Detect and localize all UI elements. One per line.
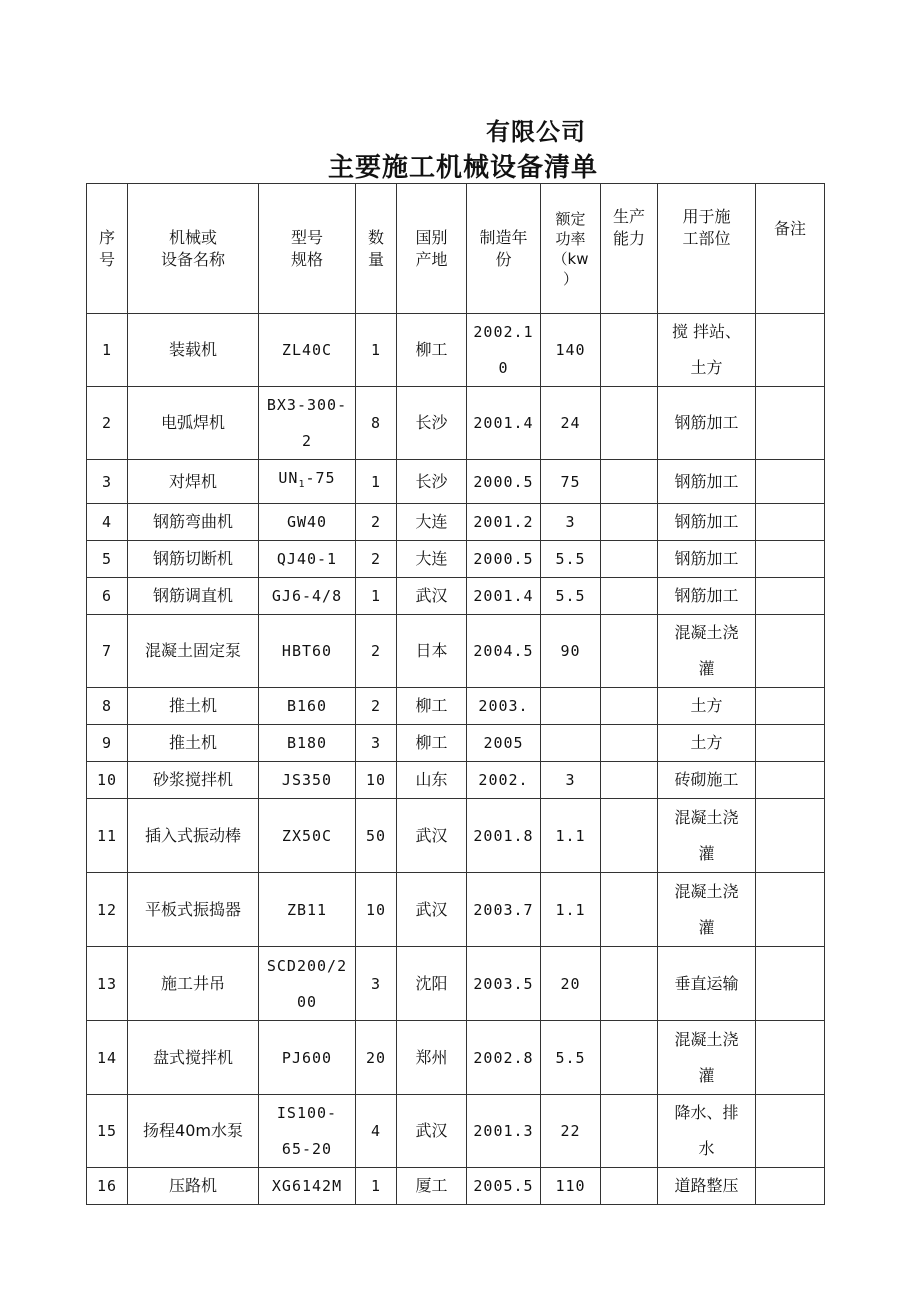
cell-note [756, 873, 825, 947]
cell-no: 6 [87, 578, 128, 615]
col-header-year: 制造年 份 [467, 184, 541, 314]
cell-note [756, 688, 825, 725]
cell-model: QJ40-1 [259, 541, 356, 578]
cell-capacity [601, 387, 658, 460]
cell-power: 5.5 [541, 578, 601, 615]
cell-power: 20 [541, 947, 601, 1021]
cell-usage: 钢筋加工 [658, 541, 756, 578]
cell-usage: 搅 拌站、 土方 [658, 314, 756, 387]
cell-usage: 钢筋加工 [658, 460, 756, 504]
cell-power: 75 [541, 460, 601, 504]
cell-qty: 2 [356, 688, 397, 725]
cell-usage: 砖砌施工 [658, 762, 756, 799]
cell-qty: 1 [356, 1168, 397, 1205]
cell-capacity [601, 799, 658, 873]
cell-name: 钢筋切断机 [128, 541, 259, 578]
table-row [87, 504, 825, 541]
cell-power [541, 725, 601, 762]
cell-note [756, 314, 825, 387]
table-row [87, 1095, 825, 1168]
cell-power: 90 [541, 615, 601, 688]
cell-note [756, 725, 825, 762]
cell-no: 11 [87, 799, 128, 873]
cell-usage: 垂直运输 [658, 947, 756, 1021]
cell-capacity [601, 504, 658, 541]
cell-capacity [601, 314, 658, 387]
cell-origin: 大连 [397, 504, 467, 541]
table-row [87, 314, 825, 387]
cell-year: 2002.8 [467, 1021, 541, 1095]
cell-name: 混凝土固定泵 [128, 615, 259, 688]
cell-name: 电弧焊机 [128, 387, 259, 460]
cell-name: 扬程40m水泵 [128, 1095, 259, 1168]
cell-power: 24 [541, 387, 601, 460]
cell-qty: 3 [356, 725, 397, 762]
cell-qty: 2 [356, 615, 397, 688]
cell-no: 2 [87, 387, 128, 460]
cell-no: 8 [87, 688, 128, 725]
cell-qty: 10 [356, 873, 397, 947]
cell-note [756, 387, 825, 460]
cell-name: 压路机 [128, 1168, 259, 1205]
table-row [87, 1021, 825, 1095]
cell-power: 3 [541, 504, 601, 541]
cell-note [756, 799, 825, 873]
cell-no: 12 [87, 873, 128, 947]
cell-power: 3 [541, 762, 601, 799]
cell-origin: 柳工 [397, 725, 467, 762]
col-header-capacity: 生产 能力 [601, 184, 658, 314]
cell-name: 钢筋调直机 [128, 578, 259, 615]
cell-usage: 道路整压 [658, 1168, 756, 1205]
table-row [87, 541, 825, 578]
cell-model: BX3-300- 2 [259, 387, 356, 460]
cell-capacity [601, 762, 658, 799]
cell-model: B180 [259, 725, 356, 762]
table-row [87, 688, 825, 725]
cell-qty: 1 [356, 460, 397, 504]
cell-year: 2001.4 [467, 578, 541, 615]
cell-year: 2000.5 [467, 460, 541, 504]
cell-note [756, 1168, 825, 1205]
cell-qty: 4 [356, 1095, 397, 1168]
cell-usage: 土方 [658, 688, 756, 725]
cell-origin: 武汉 [397, 578, 467, 615]
cell-year: 2004.5 [467, 615, 541, 688]
cell-capacity [601, 1095, 658, 1168]
cell-note [756, 615, 825, 688]
cell-model: HBT60 [259, 615, 356, 688]
col-header-usage: 用于施 工部位 [658, 184, 756, 314]
cell-qty: 1 [356, 578, 397, 615]
table-row [87, 725, 825, 762]
equipment-table-body [87, 314, 825, 1205]
cell-no: 13 [87, 947, 128, 1021]
cell-model: GW40 [259, 504, 356, 541]
cell-capacity [601, 1021, 658, 1095]
cell-year: 2002.1 0 [467, 314, 541, 387]
cell-capacity [601, 688, 658, 725]
cell-usage: 钢筋加工 [658, 387, 756, 460]
cell-no: 14 [87, 1021, 128, 1095]
cell-usage: 钢筋加工 [658, 578, 756, 615]
cell-no: 4 [87, 504, 128, 541]
cell-note [756, 947, 825, 1021]
cell-note [756, 1095, 825, 1168]
table-row [87, 947, 825, 1021]
cell-power: 22 [541, 1095, 601, 1168]
table-row [87, 873, 825, 947]
cell-year: 2001.4 [467, 387, 541, 460]
cell-name: 推土机 [128, 688, 259, 725]
cell-year: 2003. [467, 688, 541, 725]
document-title: 主要施工机械设备清单 [328, 153, 599, 183]
cell-year: 2001.2 [467, 504, 541, 541]
cell-origin: 长沙 [397, 387, 467, 460]
cell-origin: 大连 [397, 541, 467, 578]
table-row [87, 460, 825, 504]
cell-qty: 50 [356, 799, 397, 873]
cell-model: SCD200/2 00 [259, 947, 356, 1021]
cell-qty: 20 [356, 1021, 397, 1095]
cell-origin: 长沙 [397, 460, 467, 504]
cell-qty: 8 [356, 387, 397, 460]
cell-usage: 混凝土浇 灌 [658, 615, 756, 688]
cell-capacity [601, 578, 658, 615]
cell-model: ZL40C [259, 314, 356, 387]
cell-qty: 2 [356, 541, 397, 578]
cell-capacity [601, 1168, 658, 1205]
table-row [87, 578, 825, 615]
cell-note [756, 578, 825, 615]
cell-usage: 混凝土浇 灌 [658, 1021, 756, 1095]
table-row [87, 1168, 825, 1205]
cell-name: 推土机 [128, 725, 259, 762]
cell-year: 2005 [467, 725, 541, 762]
cell-year: 2005.5 [467, 1168, 541, 1205]
cell-power: 5.5 [541, 541, 601, 578]
cell-origin: 日本 [397, 615, 467, 688]
cell-qty: 1 [356, 314, 397, 387]
cell-year: 2001.3 [467, 1095, 541, 1168]
cell-capacity [601, 615, 658, 688]
header-row [87, 184, 825, 314]
cell-origin: 柳工 [397, 314, 467, 387]
cell-name: 平板式振捣器 [128, 873, 259, 947]
cell-name: 装载机 [128, 314, 259, 387]
cell-origin: 武汉 [397, 799, 467, 873]
cell-note [756, 762, 825, 799]
cell-no: 3 [87, 460, 128, 504]
cell-origin: 武汉 [397, 873, 467, 947]
col-header-qty: 数 量 [356, 184, 397, 314]
table-row [87, 799, 825, 873]
cell-no: 7 [87, 615, 128, 688]
cell-power: 140 [541, 314, 601, 387]
cell-no: 16 [87, 1168, 128, 1205]
cell-power: 1.1 [541, 873, 601, 947]
col-header-origin: 国别 产地 [397, 184, 467, 314]
cell-usage: 钢筋加工 [658, 504, 756, 541]
table-row [87, 762, 825, 799]
col-header-power: 额定 功率 （kw ） [541, 184, 601, 314]
col-header-no: 序 号 [87, 184, 128, 314]
cell-power: 5.5 [541, 1021, 601, 1095]
col-header-model: 型号 规格 [259, 184, 356, 314]
cell-year: 2002. [467, 762, 541, 799]
cell-note [756, 504, 825, 541]
cell-model: PJ600 [259, 1021, 356, 1095]
cell-name: 施工井吊 [128, 947, 259, 1021]
cell-model: IS100- 65-20 [259, 1095, 356, 1168]
cell-model: ZX50C [259, 799, 356, 873]
col-header-name: 机械或 设备名称 [128, 184, 259, 314]
cell-no: 10 [87, 762, 128, 799]
cell-origin: 沈阳 [397, 947, 467, 1021]
cell-model: JS350 [259, 762, 356, 799]
cell-name: 盘式搅拌机 [128, 1021, 259, 1095]
cell-no: 15 [87, 1095, 128, 1168]
cell-origin: 郑州 [397, 1021, 467, 1095]
cell-year: 2003.5 [467, 947, 541, 1021]
cell-usage: 土方 [658, 725, 756, 762]
equipment-table [86, 183, 825, 1205]
cell-origin: 武汉 [397, 1095, 467, 1168]
cell-usage: 降水、排 水 [658, 1095, 756, 1168]
table-row [87, 615, 825, 688]
cell-model: XG6142M [259, 1168, 356, 1205]
cell-year: 2001.8 [467, 799, 541, 873]
cell-name: 砂浆搅拌机 [128, 762, 259, 799]
cell-capacity [601, 460, 658, 504]
cell-year: 2003.7 [467, 873, 541, 947]
company-name: 有限公司 [486, 118, 586, 146]
cell-model: $UN_1-75$ [259, 460, 356, 504]
cell-no: 5 [87, 541, 128, 578]
cell-power [541, 688, 601, 725]
cell-capacity [601, 725, 658, 762]
cell-year: 2000.5 [467, 541, 541, 578]
cell-power: 110 [541, 1168, 601, 1205]
cell-capacity [601, 541, 658, 578]
cell-capacity [601, 947, 658, 1021]
cell-capacity [601, 873, 658, 947]
cell-name: 插入式振动棒 [128, 799, 259, 873]
col-header-note: 备注 [756, 184, 825, 314]
cell-model: GJ6-4/8 [259, 578, 356, 615]
cell-note [756, 1021, 825, 1095]
cell-usage: 混凝土浇 灌 [658, 873, 756, 947]
cell-qty: 2 [356, 504, 397, 541]
cell-origin: 柳工 [397, 688, 467, 725]
cell-no: 9 [87, 725, 128, 762]
cell-model: ZB11 [259, 873, 356, 947]
cell-note [756, 541, 825, 578]
cell-name: 对焊机 [128, 460, 259, 504]
table-row [87, 387, 825, 460]
cell-power: 1.1 [541, 799, 601, 873]
cell-qty: 10 [356, 762, 397, 799]
cell-origin: 厦工 [397, 1168, 467, 1205]
cell-no: 1 [87, 314, 128, 387]
cell-name: 钢筋弯曲机 [128, 504, 259, 541]
cell-usage: 混凝土浇 灌 [658, 799, 756, 873]
cell-model: B160 [259, 688, 356, 725]
cell-note [756, 460, 825, 504]
cell-origin: 山东 [397, 762, 467, 799]
cell-qty: 3 [356, 947, 397, 1021]
